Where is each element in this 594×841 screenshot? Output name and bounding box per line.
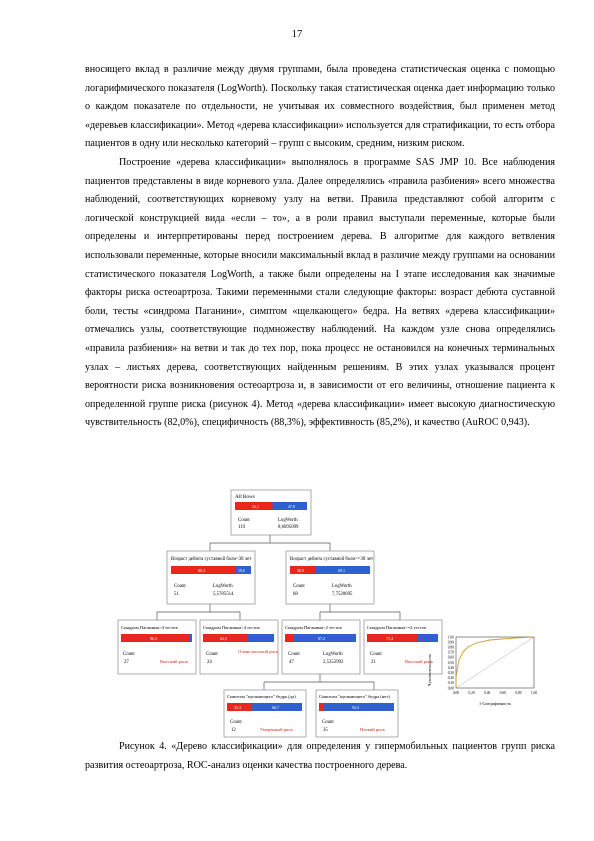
count-label: Count (293, 584, 305, 589)
roc-y-ticks (448, 635, 454, 691)
bar-blue (324, 703, 394, 711)
count-value: 47 (289, 660, 294, 665)
bar-blue-label: 87,2 (318, 636, 325, 641)
bar-red-label: 62,5 (220, 636, 227, 641)
risk-label: Низкий риск (360, 727, 385, 732)
count-label: Count (123, 652, 135, 657)
page-number: 17 (291, 29, 303, 40)
tree-node-root (231, 490, 311, 535)
count-label: Count (238, 518, 250, 523)
roc-y-tick-label: 0,90 (447, 640, 454, 645)
tree-node-lr (200, 620, 279, 674)
roc-chart (427, 635, 537, 706)
bar-blue (189, 634, 192, 642)
tree-node-rll (224, 690, 306, 737)
logworth-label: LogWorth (332, 584, 352, 589)
node-title: Синдром Паганини<4 тестов (203, 625, 260, 630)
roc-x-tick-label: 0,00 (452, 691, 460, 695)
roc-y-tick-label: 0,20 (447, 676, 454, 681)
count-label: Count (206, 652, 218, 657)
roc-x-tick-label: 0,40 (484, 691, 491, 695)
tree-node-left (167, 551, 255, 604)
risk-label: Умеренный риск (260, 727, 293, 732)
bar-blue-label: 69,1 (338, 568, 345, 573)
logworth-value: 5,5785514 (213, 592, 234, 597)
caption-text: Рисунок 4. «Дерево классификации» для определения у гипермобильных пациентов групп риска развития остеоартроза, ROC-анализ оценки качества построенного дерева. (85, 741, 555, 771)
roc-y-tick-label: 1,00 (447, 635, 454, 640)
count-value: 119 (238, 525, 246, 530)
figure-caption (85, 738, 555, 775)
roc-x-tick-label: 0,80 (515, 691, 522, 695)
count-value: 27 (124, 660, 129, 665)
paragraph-1: вносящего вклад в различие между двумя группами, была проведена статистическая оценка с помощью логарифмического показателя (LogWorth). Поскольку такая статистическая оценка дает информацию только о каждом показателе по отдельности, не учитывая их совместного воздействия, был применен метод «деревьев классификации». Метод «дерева классификации» используется для стратификации, то есть отбора пациентов в одну или несколько категорий – групп с высоким, средним, низким риском. (85, 64, 555, 150)
risk-label: Высокий риск (405, 659, 433, 664)
node-title: Симптом "щелкающего" бедра (да) (227, 694, 296, 699)
count-value: 21 (371, 660, 376, 665)
logworth-value: 2,5352992 (323, 660, 344, 665)
roc-y-tick-label: 0,70 (447, 650, 454, 655)
roc-xlabel: 1-Специфичность (479, 701, 511, 706)
roc-ylabel: Чувствительность (427, 653, 432, 687)
bar-blue (418, 634, 438, 642)
bar-blue (294, 634, 356, 642)
bar-red-label: 71,4 (386, 636, 393, 641)
node-title: Возраст дебюта суставной боли<38 лет (171, 557, 252, 562)
roc-y-tick-label: 0,50 (447, 660, 454, 665)
count-label: Count (230, 720, 242, 725)
tree-node-ll (118, 620, 196, 674)
roc-x-tick-label: 0,60 (499, 691, 506, 695)
logworth-label: LogWorth (278, 518, 298, 523)
bar-red (285, 634, 294, 642)
bar-red-label: 96,3 (150, 636, 157, 641)
node-title: Синдром Паганини>=2 тестов (367, 625, 427, 630)
count-value: 12 (231, 728, 236, 733)
tree-node-right (286, 551, 374, 604)
bar-red (319, 703, 324, 711)
bar-red-label: 80,4 (198, 568, 205, 573)
logworth-label: LogWorth (323, 652, 343, 657)
roc-x-ticks (453, 691, 537, 696)
roc-y-tick-label: 0,80 (447, 645, 454, 650)
logworth-value: 7,7520695 (332, 592, 353, 597)
count-value: 24 (207, 660, 212, 665)
node-title: Синдром Паганини>4 тестов (121, 625, 178, 630)
bar-blue (248, 634, 274, 642)
roc-y-tick-label: 0,00 (447, 686, 454, 691)
tree-node-rl (282, 620, 360, 674)
roc-y-tick-label: 0,10 (447, 681, 454, 686)
count-label: Count (322, 720, 334, 725)
bar-red-label: 33,3 (234, 705, 241, 710)
count-value: 68 (293, 592, 298, 597)
node-title: Возраст дебюта суставной боли>=38 лет (290, 557, 374, 562)
bar-blue-label: 94,3 (352, 705, 359, 710)
node-title: All Rows (235, 494, 255, 500)
logworth-label: LogWorth (213, 584, 233, 589)
bar-red-label: 52,1 (252, 504, 259, 509)
risk-label: Очень высокий риск (238, 649, 279, 654)
risk-label: Высокий риск (160, 659, 188, 664)
count-label: Count (288, 652, 300, 657)
roc-x-tick-label: 0,20 (468, 691, 475, 695)
node-title: Синдром Паганини<2 тестов (285, 625, 342, 630)
node-title: Симптом "щелкающего" бедра (нет) (319, 694, 390, 699)
logworth-value: 8,6095099 (278, 525, 299, 530)
roc-y-tick-label: 0,60 (447, 655, 454, 660)
count-label: Count (174, 584, 186, 589)
bar-blue-label: 47,9 (288, 504, 295, 509)
bar-blue-label: 19,6 (238, 568, 245, 573)
count-label: Count (370, 652, 382, 657)
paragraph-2: Построение «дерева классификации» выполнялось в программе SAS JMP 10. Все наблюдения пациентов представлены в виде корневого узла. Далее определялись «правила разбиения» всего множества наблюдений, соответствующих корневому узлу на ветви. Правила представляют собой алгоритм с логической конструкцией вида «если – то», а в роли правил выступали переменные, которые были определены и интерпретированы перед построением дерева. В алгоритме для каждого ветвления использовали переменные, которые вносили максимальный вклад в различие между группами на основании статистического показателя LogWorth, а также были определены на I этапе исследования как значимые факторы риска остеоартроза. Такими переменными стали следующие факторы: возраст дебюта суставной боли, тесты «синдрома Паганини», симптом «щелкающего» бедра. На ветвях «дерева классификации» отмечались узлы, соответствующие подмножеству наблюдений. На каждом узле снова определялись «правила разбиения» на ветви и так до тех пор, пока процесс не остановился на конечных терминальных узлах – листьях дерева, соответствующих найденным решениям. В этих узлах указывался процент вероятности риска возникновения остеоартроза и, в зависимости от его величины, отношение пациента к определенной группе риска (рисунок 4). Метод «дерева классификации» имеет высокую диагностическую чувствительность (82,0%), специфичность (88,3%), эффективность (85,2%), и качество (AuROC 0,943). (85, 156, 555, 429)
count-value: 51 (174, 592, 179, 597)
roc-y-tick-label: 0,30 (447, 671, 454, 675)
bar-red-label: 30,9 (297, 568, 304, 573)
roc-y-tick-label: 0,40 (447, 665, 454, 670)
roc-x-tick-label: 1,00 (530, 691, 538, 695)
count-value: 35 (323, 728, 328, 733)
tree-node-rlr (316, 690, 398, 737)
bar-blue-label: 66,7 (272, 705, 279, 710)
